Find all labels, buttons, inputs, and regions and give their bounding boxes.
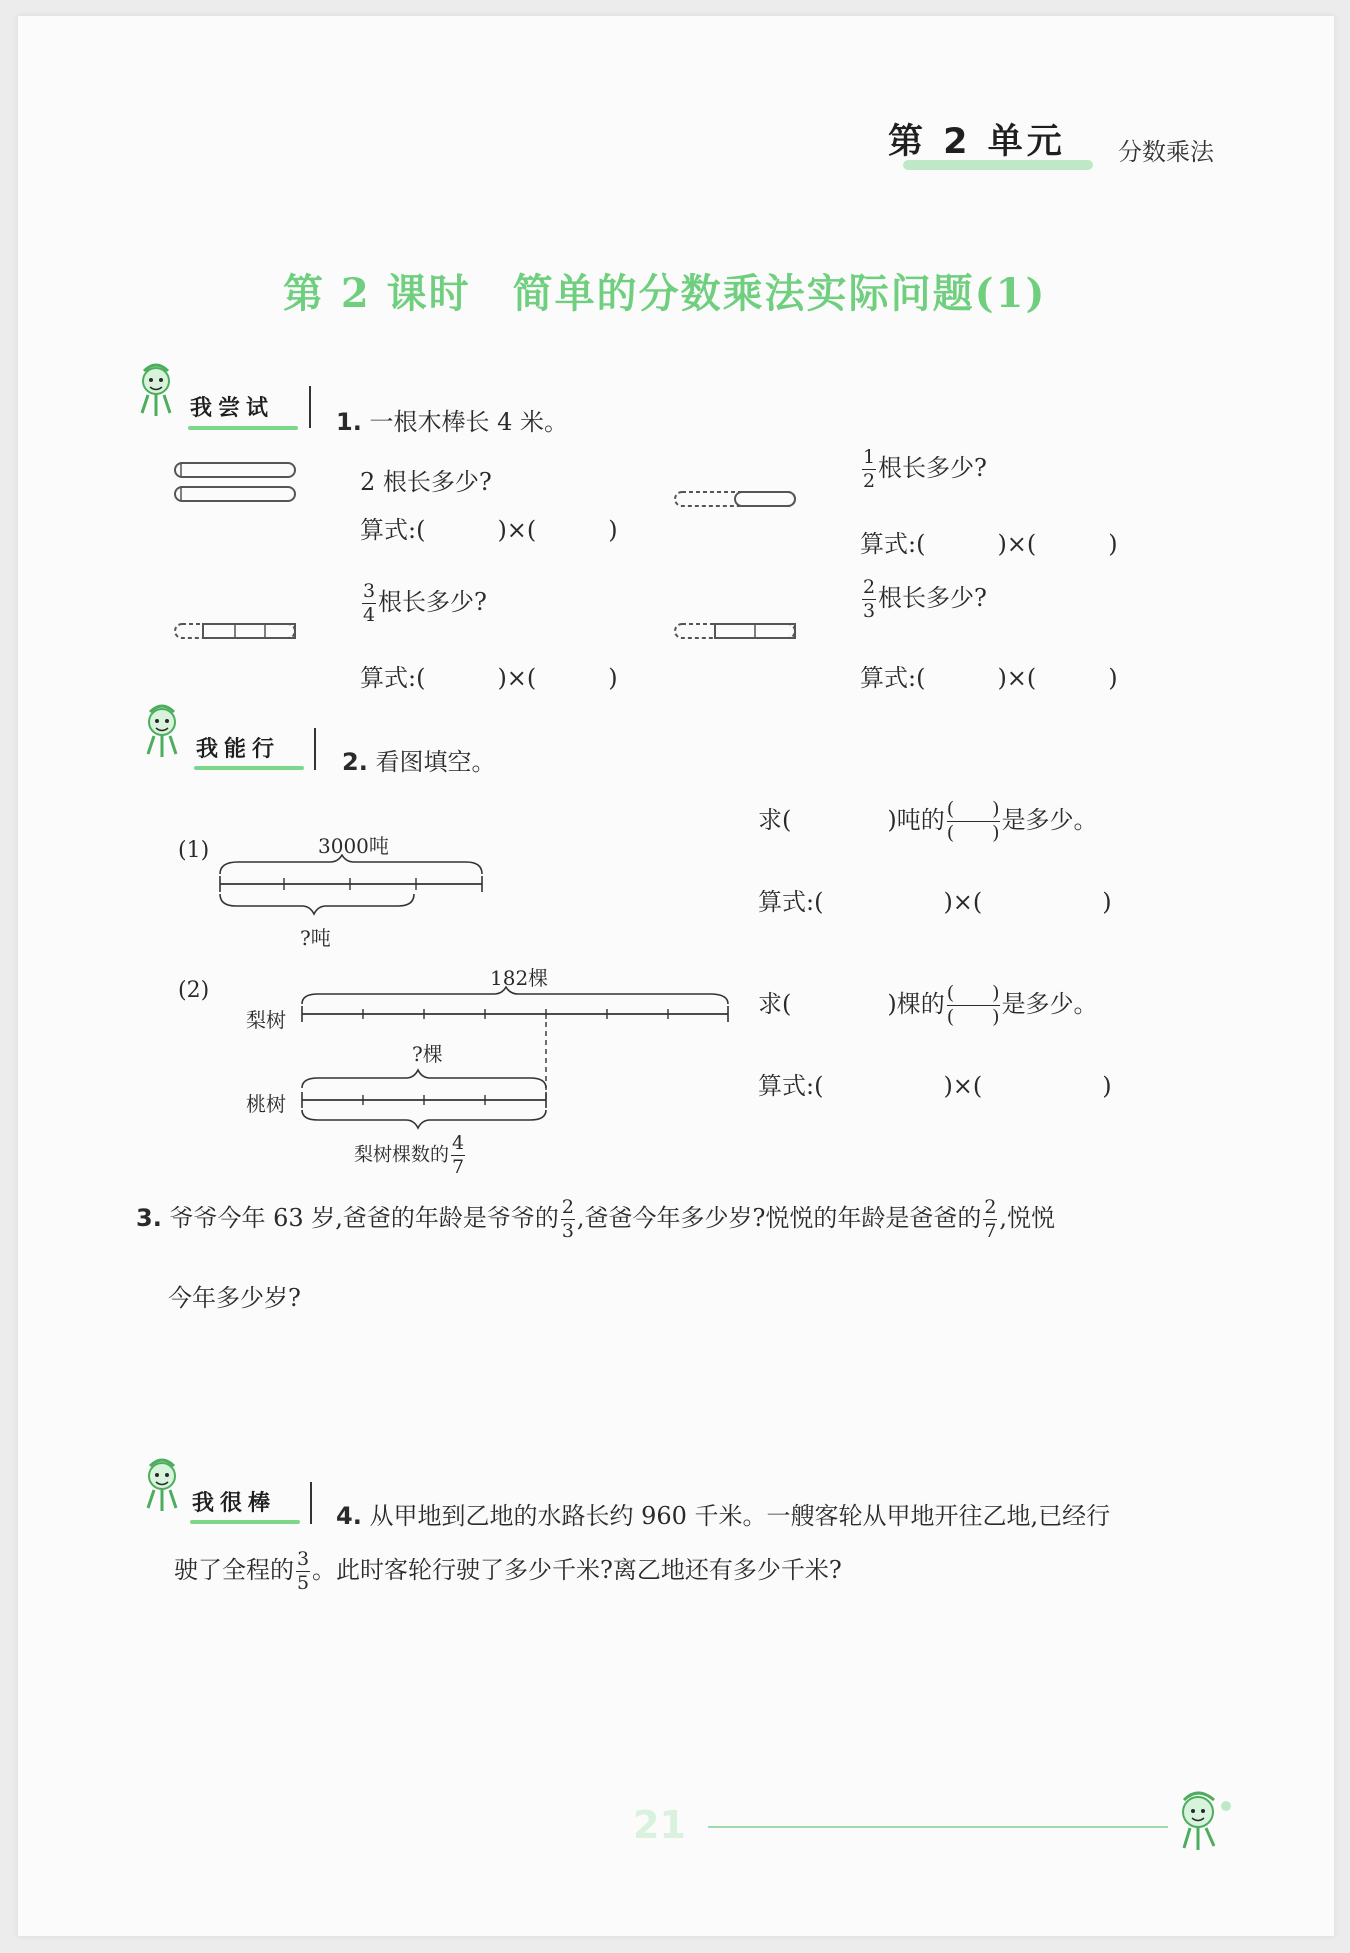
q2-p2-ask: 求( )棵的 $\frac{( )}{( )}$ 是多少。 — [758, 982, 1098, 1028]
stick-diagram-2 — [173, 461, 298, 511]
q4-number: 4. — [336, 1502, 362, 1530]
q2-p2-total: 182棵 — [490, 966, 549, 990]
section-bar — [188, 426, 298, 430]
unit-topic: 分数乘法 — [1118, 138, 1214, 166]
q1-text: 一根木棒长 4 米。 — [369, 408, 568, 436]
section-label-can: 我能行 — [196, 737, 281, 762]
q1-part1-question: 2 根长多少? — [360, 468, 492, 496]
fraction: $\frac{3}{4}$ — [362, 580, 376, 626]
q2-stem — [342, 742, 495, 777]
q2-number: 2. — [342, 748, 368, 776]
stick-diagram-half — [673, 490, 798, 510]
q2-p2-segment-diagram — [298, 986, 738, 1136]
q1-part4-formula[interactable]: 算式:( )×( ) — [860, 664, 1118, 692]
section-bar — [190, 1520, 300, 1524]
section-label-great: 我很棒 — [192, 1491, 277, 1516]
mascot-icon — [136, 1456, 188, 1516]
q1-part1-formula[interactable]: 算式:( )×( ) — [360, 516, 618, 544]
q1-number: 1. — [336, 408, 362, 436]
section-divider — [314, 728, 316, 770]
mascot-icon — [136, 702, 188, 762]
stick-diagram-two-thirds — [673, 622, 798, 642]
q2-p1-total: 3000吨 — [318, 834, 389, 858]
q4-line2: 驶了全程的 $\frac{3}{5}$ 。此时客轮行驶了多少千米?离乙地还有多少千米? — [174, 1548, 842, 1594]
mascot-icon — [130, 361, 182, 421]
q1-part4-question: $\frac{2}{3}$ 根长多少? — [862, 576, 987, 622]
q3-number: 3. — [136, 1204, 162, 1232]
q2-p1-segment-diagram — [218, 854, 488, 924]
fraction: $\frac{1}{2}$ — [862, 446, 876, 492]
q2-text: 看图填空。 — [375, 748, 496, 776]
workbook-page — [18, 16, 1334, 1936]
fraction: $\frac{3}{5}$ — [296, 1548, 310, 1594]
fraction: $\frac{2}{3}$ — [561, 1196, 574, 1242]
q3-line2: 今年多少岁? — [168, 1284, 301, 1312]
q1-part3-question: $\frac{3}{4}$ 根长多少? — [362, 580, 487, 626]
fraction: $\frac{2}{3}$ — [862, 576, 876, 622]
fraction: $\frac{4}{7}$ — [451, 1132, 465, 1178]
q3-line1: 3. 爷爷今年 63 岁,爸爸的年龄是爷爷的 $\frac{2}{3}$ ,爸爸今年多少岁?悦悦的年龄是爸爸的 $\frac{2}{7}$ ,悦悦 — [136, 1196, 1056, 1242]
q1-part2-formula[interactable]: 算式:( )×( ) — [860, 530, 1118, 558]
q4-line1: 4. 从甲地到乙地的水路长约 960 千米。一艘客轮从甲地开往乙地,已经行 — [336, 1502, 1111, 1530]
q2-p2-row1-label: 梨树 — [246, 1008, 286, 1032]
section-divider — [310, 1482, 312, 1524]
q2-p1-ask: 求( )吨的 $\frac{( )}{( )}$ 是多少。 — [758, 798, 1098, 844]
fraction-blank[interactable]: $\frac{( )}{( )}$ — [946, 982, 1000, 1028]
q2-p1-formula[interactable]: 算式:( )×( ) — [758, 888, 1112, 916]
section-bar — [194, 766, 304, 770]
stick-diagram-three-quarters — [173, 622, 298, 642]
q2-p1-label: (1) — [178, 838, 210, 863]
q1-part3-formula[interactable]: 算式:( )×( ) — [360, 664, 618, 692]
fraction-blank[interactable]: $\frac{( )}{( )}$ — [946, 798, 1000, 844]
q2-p1-unknown: ?吨 — [300, 926, 331, 950]
q2-p2-note: 梨树棵数的 $\frac{4}{7}$ — [354, 1132, 465, 1178]
q1-part2-question: $\frac{1}{2}$ 根长多少? — [862, 446, 987, 492]
unit-title: 第 2 单元 — [888, 122, 1066, 162]
fraction: $\frac{2}{7}$ — [984, 1196, 997, 1242]
section-divider — [309, 386, 311, 428]
q2-p2-unknown: ?棵 — [412, 1042, 443, 1066]
section-label-try: 我尝试 — [190, 396, 275, 421]
q1-stem — [336, 402, 568, 437]
page-number: 21 — [633, 1803, 686, 1847]
q2-p2-label: (2) — [178, 978, 210, 1003]
lesson-title: 第 2 课时 简单的分数乘法实际问题(1) — [283, 270, 1047, 317]
q2-p2-row2-label: 桃树 — [246, 1092, 286, 1116]
mascot-icon — [1168, 1786, 1238, 1856]
footer-line — [708, 1826, 1168, 1828]
q2-p2-formula[interactable]: 算式:( )×( ) — [758, 1072, 1112, 1100]
